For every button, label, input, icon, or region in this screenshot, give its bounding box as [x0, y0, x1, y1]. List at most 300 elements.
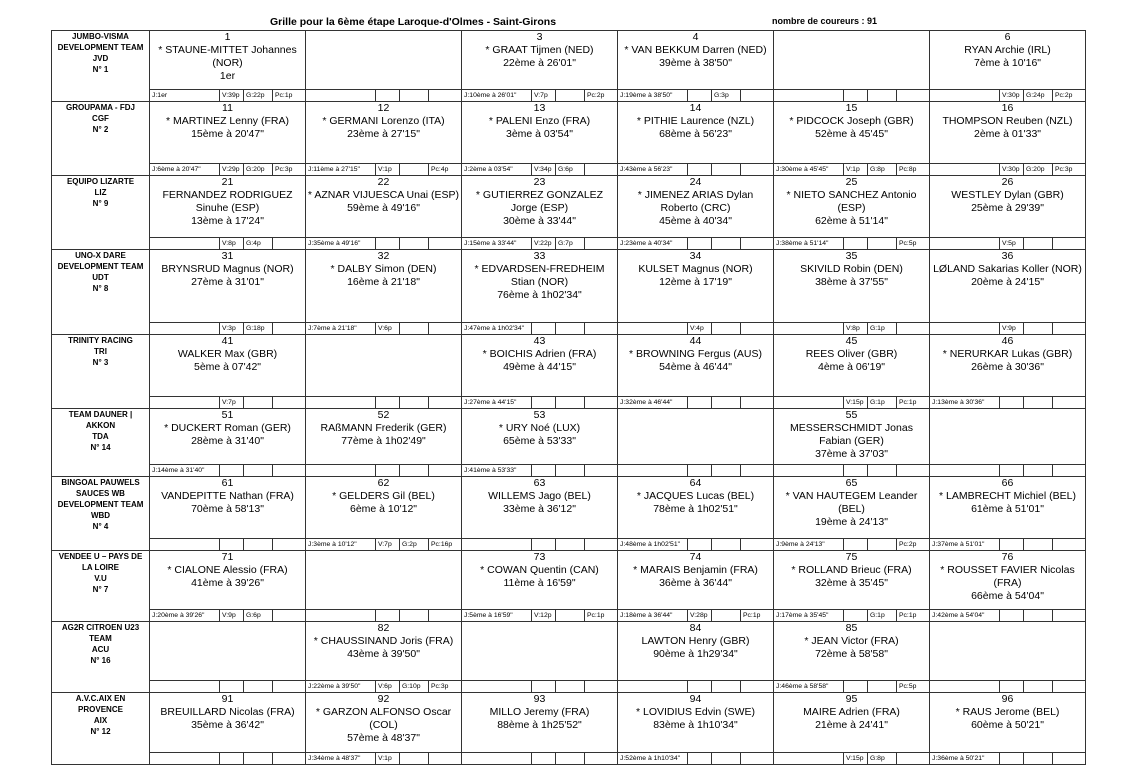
- mountain-stat: [868, 238, 897, 249]
- jersey-stat: J:13ème à 30'36": [930, 397, 1000, 408]
- rider-line: (ESP): [837, 202, 866, 214]
- rider-info: [930, 335, 1085, 393]
- rider-info: [306, 335, 461, 393]
- rider-line: * LOVIDIUS Edvin (SWE): [635, 706, 756, 718]
- rider-line: 23ème à 27'15": [347, 128, 420, 140]
- rider-stats: [618, 464, 773, 476]
- rider-stats: [930, 163, 1085, 175]
- points-stat: [532, 753, 556, 764]
- rider-line: * AZNAR VIJUESCA Unai (ESP): [307, 189, 460, 201]
- rider-number: 52: [377, 409, 390, 421]
- polka-stat: [273, 539, 305, 550]
- rider-cell: [930, 551, 1086, 622]
- points-stat: [688, 465, 712, 476]
- rider-number: 16: [1001, 102, 1014, 114]
- rider-number: 24: [689, 176, 702, 188]
- polka-stat: Pc:1p: [899, 612, 917, 619]
- rider-cell: [930, 477, 1086, 551]
- jersey-stat: [150, 753, 220, 764]
- rider-info: [462, 693, 617, 751]
- rider-cell: [306, 31, 462, 102]
- rider-info: [306, 622, 461, 680]
- rider-info: [930, 176, 1085, 234]
- jersey-stat: [930, 323, 1000, 334]
- rider-info: [306, 551, 461, 609]
- rider-info: [930, 31, 1085, 89]
- mountain-stat: [400, 753, 429, 764]
- team-row: [52, 622, 1086, 693]
- mountain-stat: [712, 397, 741, 408]
- jersey-stat: [462, 681, 532, 692]
- jersey-stat: J:48ème à 1h02'51": [618, 539, 688, 550]
- jersey-stat: J:9ème à 24'13": [774, 539, 844, 550]
- polka-stat: [741, 164, 773, 175]
- polka-stat: [585, 164, 617, 175]
- jersey-stat: J:38ème à 51'14": [774, 238, 844, 249]
- rider-line: 13ème à 17'24": [191, 215, 264, 227]
- rider-cell: [618, 622, 774, 693]
- team-name-line: BINGOAL PAUWELS: [61, 478, 140, 487]
- page-title: Grille pour la 6ème étape Laroque-d'Olmes - Saint-Girons: [270, 16, 557, 28]
- mountain-stat: [1024, 753, 1053, 764]
- jersey-stat: [618, 465, 688, 476]
- team-name-line: CGF: [92, 114, 109, 123]
- points-stat: V:8p: [844, 323, 868, 334]
- team-row: [52, 693, 1086, 765]
- jersey-stat: [462, 539, 532, 550]
- rider-stats: [150, 237, 305, 249]
- rider-info: [462, 477, 617, 535]
- rider-number: 65: [845, 477, 858, 489]
- polka-stat: [429, 397, 461, 408]
- rider-stats: [618, 538, 773, 550]
- points-stat: V:9p: [1000, 323, 1024, 334]
- points-stat: V:1p: [376, 164, 400, 175]
- rider-number: 71: [221, 551, 234, 563]
- rider-line: LØLAND Sakarias Koller (NOR): [933, 263, 1082, 275]
- team-name-line: A.V.C.AIX EN: [75, 694, 126, 703]
- rider-stats: [150, 322, 305, 334]
- rider-line: 37ème à 37'03": [815, 448, 888, 460]
- team-name-line: LIZ: [94, 188, 107, 197]
- rider-cell: [618, 477, 774, 551]
- rider-number: 22: [377, 176, 390, 188]
- rider-line: (FRA): [993, 577, 1022, 589]
- team-name-line: N° 8: [92, 284, 109, 293]
- jersey-stat: [774, 465, 844, 476]
- rider-stats: [306, 163, 461, 175]
- points-stat: V:30p: [1000, 90, 1024, 101]
- rider-cell: [462, 622, 618, 693]
- mountain-stat: [556, 539, 585, 550]
- points-stat: V:6p: [376, 681, 400, 692]
- rider-stats: [774, 163, 929, 175]
- points-stat: V:7p: [532, 90, 556, 101]
- rider-cell: [462, 551, 618, 622]
- rider-info: [774, 102, 929, 160]
- points-stat: V:7p: [220, 397, 244, 408]
- jersey-stat: J:19ème à 38'50": [618, 90, 688, 101]
- rider-cell: [618, 102, 774, 176]
- mountain-stat: G:3p: [712, 90, 741, 101]
- rider-line: 26ème à 30'36": [971, 361, 1044, 373]
- rider-line: LAWTON Henry (GBR): [641, 635, 750, 647]
- rider-number: 73: [533, 551, 546, 563]
- rider-number: 15: [845, 102, 858, 114]
- rider-line: * JIMENEZ ARIAS Dylan: [637, 189, 754, 201]
- rider-line: MESSERSCHMIDT Jonas: [790, 422, 913, 434]
- polka-stat: [897, 465, 929, 476]
- rider-line: * STAUNE-MITTET Johannes: [158, 44, 297, 56]
- points-stat: [688, 238, 712, 249]
- rider-info: [618, 176, 773, 234]
- rider-line: BREUILLARD Nicolas (FRA): [160, 706, 295, 718]
- polka-stat: [585, 323, 617, 334]
- jersey-stat: [618, 681, 688, 692]
- rider-info: [774, 335, 929, 393]
- rider-line: 57ème à 48'37": [347, 732, 420, 744]
- team-name-cell: [52, 102, 150, 176]
- rider-info: [930, 477, 1085, 535]
- rider-line: 62ème à 51'14": [815, 215, 888, 227]
- rider-number: 6: [1004, 31, 1011, 43]
- rider-cell: [618, 176, 774, 250]
- rider-line: 83ème à 1h10'34": [653, 719, 738, 731]
- rider-number: 44: [689, 335, 702, 347]
- rider-info: [774, 31, 929, 89]
- mountain-stat: [712, 539, 741, 550]
- points-stat: [376, 610, 400, 621]
- rider-stats: [150, 752, 305, 764]
- polka-stat: [1053, 753, 1085, 764]
- rider-number: 34: [689, 250, 702, 262]
- rider-cell: [774, 102, 930, 176]
- polka-stat: [1053, 323, 1085, 334]
- mountain-stat: [1024, 397, 1053, 408]
- jersey-stat: J:22ème à 39'50": [306, 681, 376, 692]
- rider-line: Stian (NOR): [510, 276, 569, 288]
- rider-line: 43ème à 39'50": [347, 648, 420, 660]
- rider-cell: [618, 250, 774, 335]
- rider-line: 33ème à 36'12": [503, 503, 576, 515]
- points-stat: [376, 90, 400, 101]
- points-stat: [688, 753, 712, 764]
- rider-stats: [774, 680, 929, 692]
- rider-cell: [618, 693, 774, 765]
- points-stat: [844, 681, 868, 692]
- points-stat: [844, 610, 868, 621]
- team-name-line: UNO-X DARE: [75, 251, 126, 260]
- rider-number: 94: [689, 693, 702, 705]
- points-stat: [376, 238, 400, 249]
- jersey-stat: [306, 90, 376, 101]
- team-name-line: AKKON: [85, 421, 116, 430]
- points-stat: V:22p: [532, 238, 556, 249]
- rider-number: 13: [533, 102, 546, 114]
- rider-number: 31: [221, 250, 234, 262]
- points-stat: [688, 539, 712, 550]
- rider-stats: [306, 609, 461, 621]
- polka-stat: [273, 610, 305, 621]
- rider-stats: [618, 752, 773, 764]
- rider-cell: [774, 409, 930, 477]
- points-stat: V:9p: [220, 610, 244, 621]
- rider-number: 76: [1001, 551, 1014, 563]
- rider-info: [930, 622, 1085, 680]
- team-name-cell: [52, 551, 150, 622]
- rider-info: [306, 250, 461, 308]
- jersey-stat: J:3ème à 10'12": [306, 539, 376, 550]
- rider-line: * COWAN Quentin (CAN): [480, 564, 599, 576]
- jersey-stat: [930, 238, 1000, 249]
- rider-stats: [462, 609, 617, 621]
- rider-stats: [618, 237, 773, 249]
- polka-stat: [1053, 238, 1085, 249]
- rider-info: [306, 693, 461, 751]
- rider-number: 33: [533, 250, 546, 262]
- rider-info: [306, 477, 461, 535]
- mountain-stat: [244, 465, 273, 476]
- jersey-stat: [930, 465, 1000, 476]
- rider-line: 49ème à 44'15": [503, 361, 576, 373]
- rider-stats: [618, 89, 773, 101]
- rider-cell: [150, 477, 306, 551]
- rider-cell: [774, 31, 930, 102]
- polka-stat: [741, 323, 773, 334]
- rider-line: * VAN HAUTEGEM Leander: [785, 490, 918, 502]
- jersey-stat: J:42ème à 54'04": [930, 610, 1000, 621]
- team-name-line: N° 14: [90, 443, 111, 452]
- rider-line: 52ème à 45'45": [815, 128, 888, 140]
- points-stat: [1000, 465, 1024, 476]
- rider-info: [774, 622, 929, 680]
- team-row: [52, 477, 1086, 551]
- team-name-cell: [52, 477, 150, 551]
- rider-cell: [462, 102, 618, 176]
- rider-info: [150, 477, 305, 535]
- rider-info: [774, 250, 929, 308]
- rider-info: [618, 31, 773, 89]
- polka-stat: [585, 397, 617, 408]
- rider-number: 66: [1001, 477, 1014, 489]
- jersey-stat: J:34ème à 48'37": [306, 753, 376, 764]
- polka-stat: [1053, 681, 1085, 692]
- rider-number: 46: [1001, 335, 1014, 347]
- mountain-stat: [1024, 238, 1053, 249]
- mountain-stat: [712, 610, 741, 621]
- jersey-stat: J:15ème à 33'44": [462, 238, 532, 249]
- rider-stats: [306, 322, 461, 334]
- mountain-stat: [868, 539, 897, 550]
- mountain-stat: [244, 681, 273, 692]
- rider-cell: [774, 250, 930, 335]
- rider-line: 12ème à 17'19": [659, 276, 732, 288]
- polka-stat: [429, 465, 461, 476]
- rider-info: [462, 176, 617, 234]
- rider-line: 2ème à 01'33": [973, 128, 1042, 140]
- mountain-stat: [556, 753, 585, 764]
- jersey-stat: J:11ème à 27'15": [306, 164, 376, 175]
- team-row: [52, 551, 1086, 622]
- points-stat: V:7p: [376, 539, 400, 550]
- rider-cell: [618, 551, 774, 622]
- mountain-stat: [400, 397, 429, 408]
- rider-line: * MARTINEZ Lenny (FRA): [166, 115, 289, 127]
- team-row: [52, 176, 1086, 250]
- rider-line: 39ème à 38'50": [659, 57, 732, 69]
- mountain-stat: G:4p: [244, 238, 273, 249]
- jersey-stat: [462, 753, 532, 764]
- rider-number: 32: [377, 250, 390, 262]
- rider-info: [150, 693, 305, 751]
- mountain-stat: [400, 90, 429, 101]
- points-stat: V:30p: [1000, 164, 1024, 175]
- points-stat: [844, 90, 868, 101]
- team-name-cell: [52, 176, 150, 250]
- rider-number: 82: [377, 622, 390, 634]
- team-row: [52, 250, 1086, 335]
- rider-number: 74: [689, 551, 702, 563]
- polka-stat: Pc:3p: [1055, 166, 1073, 173]
- polka-stat: [273, 397, 305, 408]
- rider-line: 36ème à 36'44": [659, 577, 732, 589]
- polka-stat: [273, 323, 305, 334]
- rider-number: 51: [221, 409, 234, 421]
- rider-number: 62: [377, 477, 390, 489]
- jersey-stat: J:41ème à 53'33": [462, 465, 532, 476]
- rider-info: [618, 102, 773, 160]
- mountain-stat: G:8p: [868, 164, 897, 175]
- rider-line: * ROUSSET FAVIER Nicolas: [940, 564, 1075, 576]
- points-stat: [1000, 539, 1024, 550]
- mountain-stat: [556, 397, 585, 408]
- polka-stat: [741, 465, 773, 476]
- rider-stats: [618, 396, 773, 408]
- rider-info: [774, 409, 929, 467]
- mountain-stat: [556, 681, 585, 692]
- polka-stat: [1053, 539, 1085, 550]
- mountain-stat: [556, 90, 585, 101]
- rider-cell: [306, 250, 462, 335]
- rider-number: 55: [845, 409, 858, 421]
- polka-stat: [897, 90, 929, 101]
- rider-line: 28ème à 31'40": [191, 435, 264, 447]
- jersey-stat: J:43ème à 56'23": [618, 164, 688, 175]
- rider-info: [930, 409, 1085, 467]
- rider-cell: [462, 176, 618, 250]
- jersey-stat: [150, 238, 220, 249]
- points-stat: V:12p: [532, 610, 556, 621]
- rider-stats: [930, 538, 1085, 550]
- rider-line: Sinuhe (ESP): [195, 202, 260, 214]
- points-stat: [844, 539, 868, 550]
- rider-stats: [462, 464, 617, 476]
- team-name-cell: [52, 693, 150, 765]
- rider-stats: [618, 322, 773, 334]
- rider-line: SKIVILD Robin (DEN): [800, 263, 903, 275]
- rider-line: * JEAN Victor (FRA): [804, 635, 899, 647]
- team-name-line: LA LOIRE: [81, 563, 120, 572]
- rider-line: * VAN BEKKUM Darren (NED): [624, 44, 767, 56]
- rider-stats: [150, 538, 305, 550]
- rider-number: 75: [845, 551, 858, 563]
- points-stat: V:34p: [532, 164, 556, 175]
- rider-line: * NERURKAR Lukas (GBR): [942, 348, 1073, 360]
- points-stat: [532, 681, 556, 692]
- polka-stat: Pc:1p: [587, 612, 605, 619]
- rider-stats: [150, 609, 305, 621]
- rider-line: 1er: [219, 70, 236, 82]
- polka-stat: Pc:2p: [587, 92, 605, 99]
- rider-stats: [774, 322, 929, 334]
- rider-number: 64: [689, 477, 702, 489]
- rider-info: [462, 250, 617, 308]
- team-row: [52, 31, 1086, 102]
- mountain-stat: G:6p: [556, 164, 585, 175]
- rider-cell: [774, 693, 930, 765]
- mountain-stat: [712, 681, 741, 692]
- jersey-stat: J:37ème à 51'01": [930, 539, 1000, 550]
- team-name-line: DEVELOPMENT TEAM: [57, 43, 144, 52]
- polka-stat: [897, 753, 929, 764]
- points-stat: V:29p: [220, 164, 244, 175]
- rider-line: 72ème à 58'58": [815, 648, 888, 660]
- rider-line: * ROLLAND Brieuc (FRA): [791, 564, 912, 576]
- jersey-stat: J:17ème à 35'45": [774, 610, 844, 621]
- rider-line: 66ème à 54'04": [971, 590, 1044, 602]
- polka-stat: [273, 238, 305, 249]
- points-stat: [1000, 753, 1024, 764]
- rider-cell: [618, 335, 774, 409]
- team-name-cell: [52, 409, 150, 477]
- rider-number: 96: [1001, 693, 1014, 705]
- rider-info: [930, 551, 1085, 609]
- rider-stats: [462, 322, 617, 334]
- team-name-line: N° 2: [92, 125, 109, 134]
- jersey-stat: [774, 323, 844, 334]
- rider-cell: [930, 335, 1086, 409]
- rider-cell: [150, 409, 306, 477]
- jersey-stat: J:32ème à 46'44": [618, 397, 688, 408]
- rider-number: 36: [1001, 250, 1014, 262]
- jersey-stat: [306, 610, 376, 621]
- rider-stats: [774, 396, 929, 408]
- mountain-stat: [712, 323, 741, 334]
- rider-number: 26: [1001, 176, 1014, 188]
- mountain-stat: [1024, 323, 1053, 334]
- rider-line: * URY Noé (LUX): [498, 422, 581, 434]
- mountain-stat: [400, 164, 429, 175]
- rider-cell: [462, 693, 618, 765]
- rider-info: [150, 31, 305, 89]
- rider-number: 1: [224, 31, 231, 43]
- rider-line: * GRAAT Tijmen (NED): [485, 44, 594, 56]
- rider-line: RAßMANN Frederik (GER): [320, 422, 447, 434]
- jersey-stat: J:30ème à 45'45": [774, 164, 844, 175]
- points-stat: [220, 465, 244, 476]
- rider-line: * GERMANI Lorenzo (ITA): [322, 115, 445, 127]
- rider-number: 84: [689, 622, 702, 634]
- mountain-stat: G:20p: [244, 164, 273, 175]
- points-stat: [532, 465, 556, 476]
- jersey-stat: [774, 397, 844, 408]
- mountain-stat: G:8p: [868, 753, 897, 764]
- rider-cell: [774, 335, 930, 409]
- rider-cell: [774, 176, 930, 250]
- points-stat: V:15p: [844, 753, 868, 764]
- mountain-stat: G:1p: [868, 323, 897, 334]
- rider-cell: [306, 477, 462, 551]
